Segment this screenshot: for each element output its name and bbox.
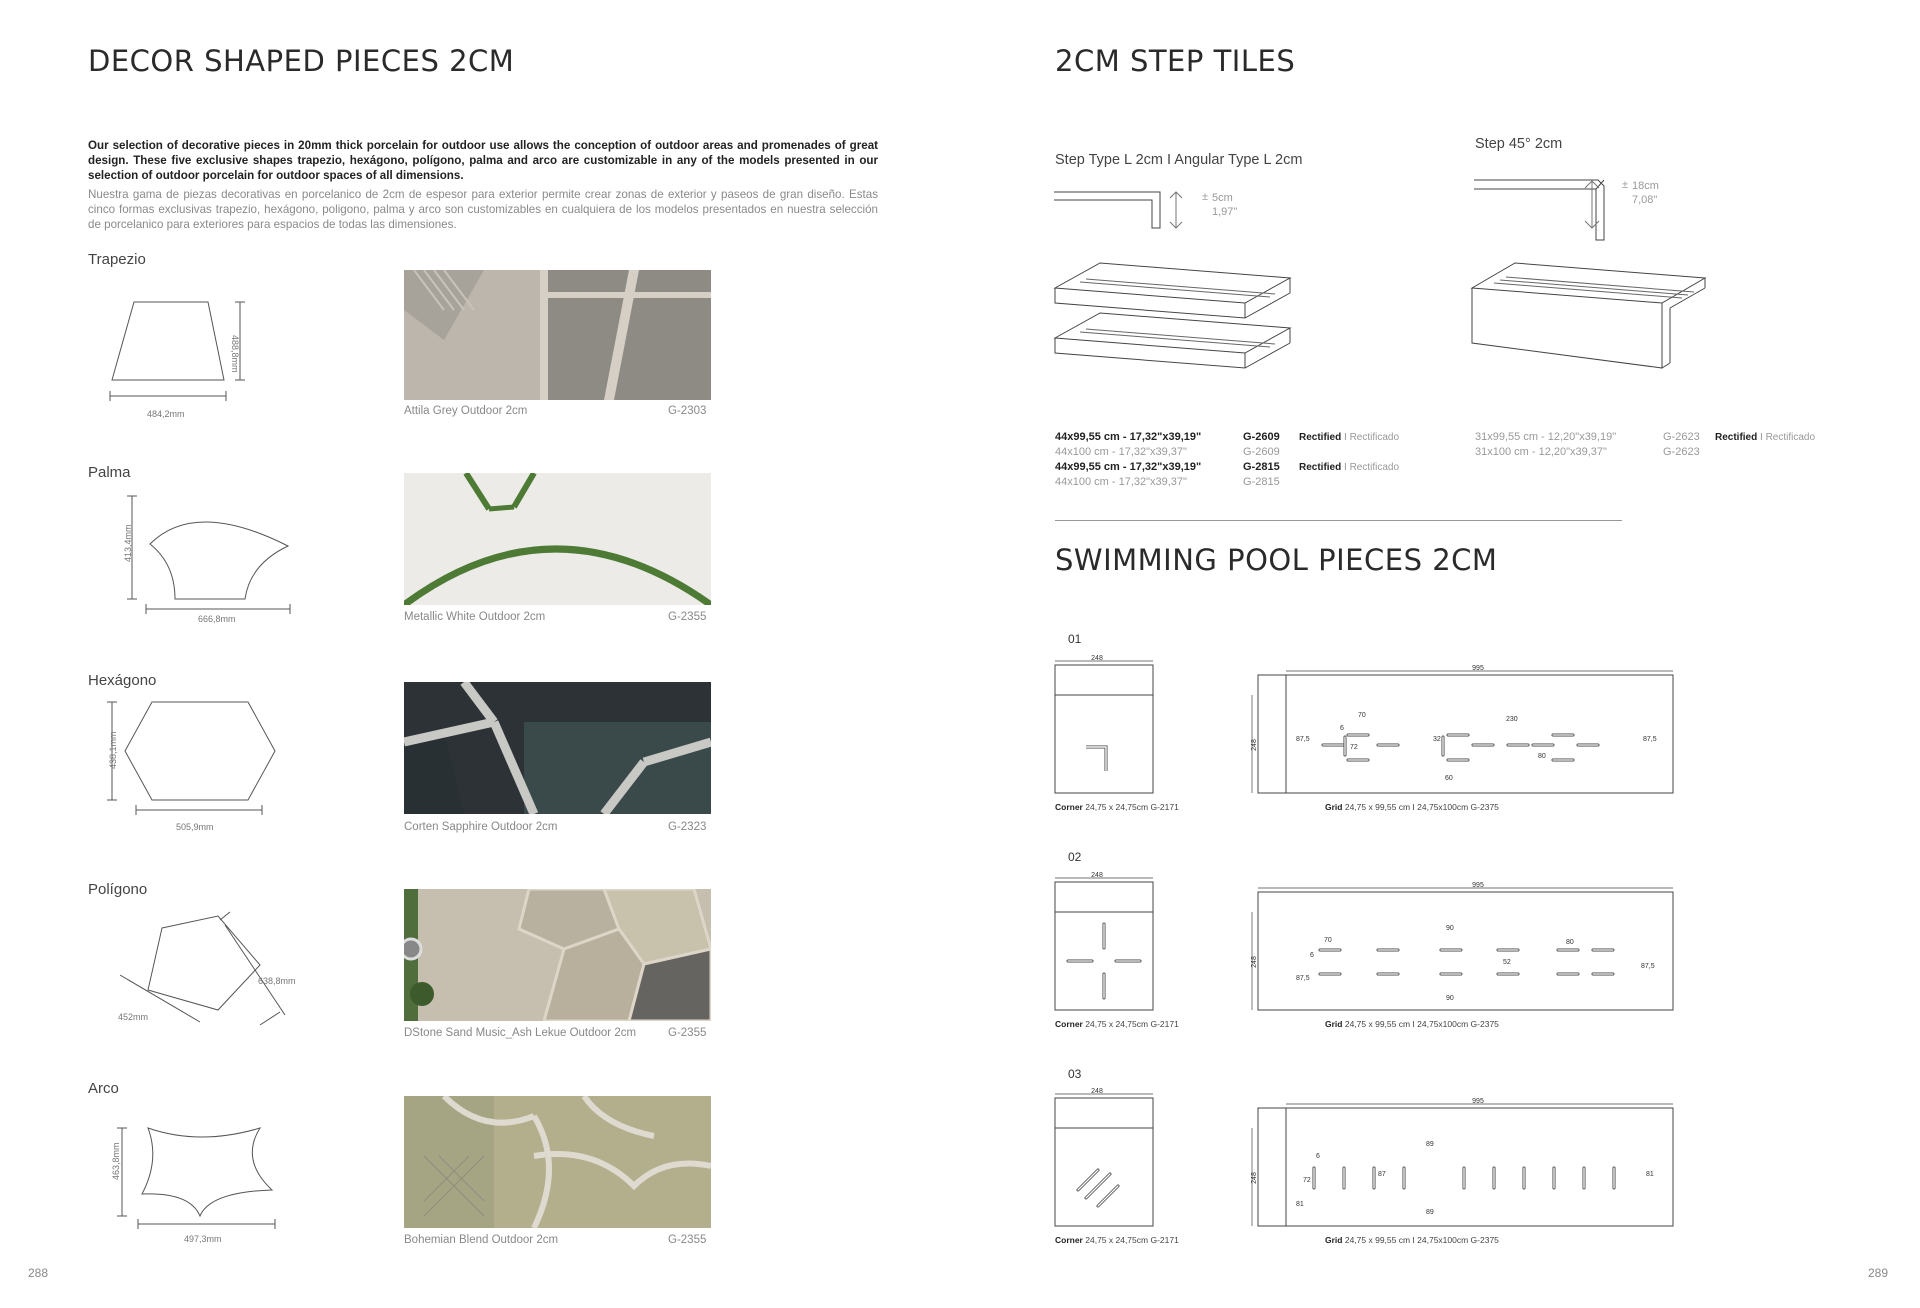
step-l-row-1 [1055,430,1415,445]
shape-label-trapezio: Trapezio [88,251,146,268]
step-l-dim-in: 1,97" [1212,206,1238,218]
palma-width-dim: 666,8mm [198,614,236,624]
photo-bohemian-blend [404,1096,711,1228]
pool-01-grid-width: 995 [1472,665,1484,672]
section-divider [1055,520,1622,521]
step-45-height-arrow [1580,178,1604,238]
left-page-number: 288 [28,1266,49,1280]
caption-metallic-white: Metallic White Outdoor 2cm [404,611,546,623]
step-l-row-2-size: 44x100 cm - 17,32"x39,37" [1055,446,1187,458]
code-dstone-sand: G-2355 [668,1027,707,1039]
step-45-3d-drawing [1470,258,1710,388]
pool-01-dim-2: 6 [1340,725,1344,732]
trapezio-width-dim: 484,2mm [147,409,185,419]
shape-label-arco: Arco [88,1080,119,1097]
step-l-row-2-code: G-2609 [1243,446,1280,458]
hexagono-width-dim: 505,9mm [176,822,214,832]
pool-03-dim-2: 72 [1303,1177,1311,1184]
pool-02-corner-label: Corner [1055,1019,1083,1029]
step-l-profile [1052,186,1192,236]
trapezio-drawing [100,270,280,420]
pool-01-corner-width: 248 [1091,655,1103,662]
step-l-row-1-rect [1299,430,1399,445]
pool-01-grid-caption [1325,802,1499,812]
step-l-row-3-rect [1299,460,1399,475]
step-l-row-4-code: G-2815 [1243,476,1280,488]
pool-02-corner [1050,872,1160,1012]
pool-01-grid-label: Grid [1325,802,1343,812]
pool-01-dim-8: 87,5 [1643,736,1657,743]
step-45-row-1-code: G-2623 [1663,431,1700,443]
pool-01-dim-4: 87,5 [1296,736,1310,743]
pool-02-grid-spec: 24,75 x 99,55 cm I 24,75x100cm G-2375 [1344,1019,1499,1029]
caption-corten-sapphire: Corten Sapphire Outdoor 2cm [404,821,558,833]
pool-01-corner [1050,655,1160,795]
pool-02-dim-4: 90 [1446,925,1454,932]
pool-01-dim-1: 70 [1358,712,1366,719]
step-l-row-1-rect-en: Rectified [1299,432,1342,443]
trapezio-height-dim: 488,8mm [230,335,240,373]
pool-03-grid-height: 248 [1251,1172,1258,1184]
pool-01-dim-5: 32 [1433,736,1441,743]
step-l-dim-cm: 5cm [1212,192,1233,204]
pool-02-corner-caption [1055,1019,1179,1029]
pool-03-grid [1248,1098,1678,1228]
pool-01-dim-7: 80 [1538,753,1546,760]
hexagono-height-dim: 438,1mm [108,731,118,769]
pool-03-corner-spec: 24,75 x 24,75cm G-2171 [1085,1235,1179,1245]
step-l-row-3-code: G-2815 [1243,461,1280,473]
palma-height-dim: 413,4mm [123,524,133,562]
pool-02-dim-1: 70 [1324,937,1332,944]
code-corten-sapphire: G-2323 [668,821,707,833]
step-l-row-3 [1055,460,1415,475]
step-l-subtitle: Step Type L 2cm I Angular Type L 2cm [1055,152,1303,168]
pool-01-grid-spec: 24,75 x 99,55 cm I 24,75x100cm G-2375 [1344,802,1499,812]
step-l-row-4-size: 44x100 cm - 17,32"x39,37" [1055,476,1187,488]
pool-03-corner [1050,1088,1160,1228]
step-l-row-4 [1055,475,1415,490]
shape-label-hexagono: Hexágono [88,672,157,689]
step-45-row-1-rect-en: Rectified [1715,432,1758,443]
pool-02-dim-7: 80 [1566,939,1574,946]
pool-03-dim-5: 89 [1426,1141,1434,1148]
pool-01-dim-3: 72 [1350,744,1358,751]
pool-03-dim-1: 6 [1316,1153,1320,1160]
pool-03-corner-width: 248 [1091,1088,1103,1095]
pool-02-number: 02 [1068,850,1082,864]
arco-drawing [100,1100,300,1240]
photo-corten-sapphire [404,682,711,814]
pool-02-grid-height: 248 [1251,956,1258,968]
photo-metallic-white [404,473,711,605]
step-l-row-1-rect-es: I Rectificado [1344,432,1400,443]
pool-01-corner-spec: 24,75 x 24,75cm G-2171 [1085,802,1179,812]
left-page-title: DECOR SHAPED PIECES 2CM [88,44,515,78]
pool-02-grid [1248,882,1678,1012]
photo-attila-grey [404,270,711,400]
pool-03-dim-7: 81 [1646,1171,1654,1178]
shape-label-poligono: Polígono [88,881,148,898]
pool-03-dim-4: 87 [1378,1171,1386,1178]
step-45-dim-in: 7,08" [1632,194,1658,206]
step-45-dim-pm: ± [1622,179,1629,191]
pool-02-grid-caption [1325,1019,1499,1029]
right-page-title: 2CM STEP TILES [1055,44,1296,78]
pool-03-number: 03 [1068,1067,1082,1081]
pool-02-corner-spec: 24,75 x 24,75cm G-2171 [1085,1019,1179,1029]
pool-section-title: SWIMMING POOL PIECES 2CM [1055,543,1498,577]
pool-01-corner-caption [1055,802,1179,812]
code-attila-grey: G-2303 [668,405,707,417]
step-l-row-2 [1055,445,1415,460]
step-l-row-3-size: 44x99,55 cm - 17,32"x39,19" [1055,461,1202,473]
pool-03-dim-6: 89 [1426,1209,1434,1216]
shape-label-palma: Palma [88,464,131,481]
pool-02-dim-2: 6 [1310,952,1314,959]
step-l-row-3-rect-es: I Rectificado [1344,462,1400,473]
step-45-dim-cm: 18cm [1632,180,1659,192]
arco-height-dim: 463,8mm [111,1142,121,1180]
step-l-row-3-rect-en: Rectified [1299,462,1342,473]
pool-03-corner-label: Corner [1055,1235,1083,1245]
caption-dstone-sand: DStone Sand Music_Ash Lekue Outdoor 2cm [404,1027,637,1039]
pool-03-grid-label: Grid [1325,1235,1343,1245]
step-45-row-1-rect [1715,430,1815,445]
pool-01-grid [1248,665,1678,795]
pool-03-corner-caption [1055,1235,1179,1245]
step-l-row-1-size: 44x99,55 cm - 17,32"x39,19" [1055,431,1202,443]
right-page-number: 289 [1868,1266,1889,1280]
intro-english: Our selection of decorative pieces in 20mm thick porcelain for outdoor use allows the conception of outdoor areas and promenades of great design. These five exclusive shapes trapezio, hexágono, polígono, palma and arco are customizable in any of the models presented in our selection of outdoor porcelain for outdoor spaces of all dimensions. [88,139,878,182]
pool-03-grid-spec: 24,75 x 99,55 cm I 24,75x100cm G-2375 [1344,1235,1499,1245]
photo-dstone-sand [404,889,711,1021]
code-bohemian-blend: G-2355 [668,1234,707,1246]
pool-02-dim-6: 52 [1503,959,1511,966]
step-45-row-2-size: 31x100 cm - 12,20"x39,37" [1475,446,1607,458]
caption-attila-grey: Attila Grey Outdoor 2cm [404,405,528,417]
pool-03-dim-3: 81 [1296,1201,1304,1208]
hexagono-drawing [100,690,300,830]
pool-02-grid-width: 995 [1472,882,1484,889]
intro-spanish: Nuestra gama de piezas decorativas en porcelanico de 2cm de espesor para exterior permite crear zonas de exterior y paseos de gran diseño. Estas cinco formas exclusivas trapezio, hexágono, poligono, palma y arco son customizables en cualquiera de los modelos presentados en nuestra selección de porcelanico para exteriores para espacios de todas las dimensiones. [88,188,878,231]
pool-01-number: 01 [1068,632,1082,646]
step-45-subtitle: Step 45° 2cm [1475,136,1563,152]
step-45-row-1 [1475,430,1875,445]
step-45-spec-table [1475,430,1875,460]
code-metallic-white: G-2355 [668,611,707,623]
pool-01-dim-9: 60 [1445,775,1453,782]
pool-02-dim-5: 90 [1446,995,1454,1002]
pool-01-corner-label: Corner [1055,802,1083,812]
arco-width-dim: 497,3mm [184,1234,222,1244]
pool-02-dim-8: 87,5 [1641,963,1655,970]
pool-03-grid-caption [1325,1235,1499,1245]
step-l-spec-table [1055,430,1415,490]
pool-01-dim-6: 230 [1506,716,1518,723]
pool-01-grid-height: 248 [1251,739,1258,751]
step-45-row-1-size: 31x99,55 cm - 12,20"x39,19" [1475,431,1617,443]
pool-02-corner-width: 248 [1091,872,1103,879]
pool-03-grid-width: 995 [1472,1098,1484,1105]
pool-02-grid-label: Grid [1325,1019,1343,1029]
step-45-row-2-code: G-2623 [1663,446,1700,458]
step-45-row-2 [1475,445,1875,460]
poligono-width-dim: 452mm [118,1012,149,1022]
step-l-dim-pm: ± [1202,191,1209,203]
poligono-height-dim: 638,8mm [258,976,296,986]
step-45-row-1-rect-es: I Rectificado [1760,432,1816,443]
step-l-row-1-code: G-2609 [1243,431,1280,443]
pool-02-dim-3: 87,5 [1296,975,1310,982]
step-l-3d-drawing [1050,258,1300,378]
caption-bohemian-blend: Bohemian Blend Outdoor 2cm [404,1234,559,1246]
